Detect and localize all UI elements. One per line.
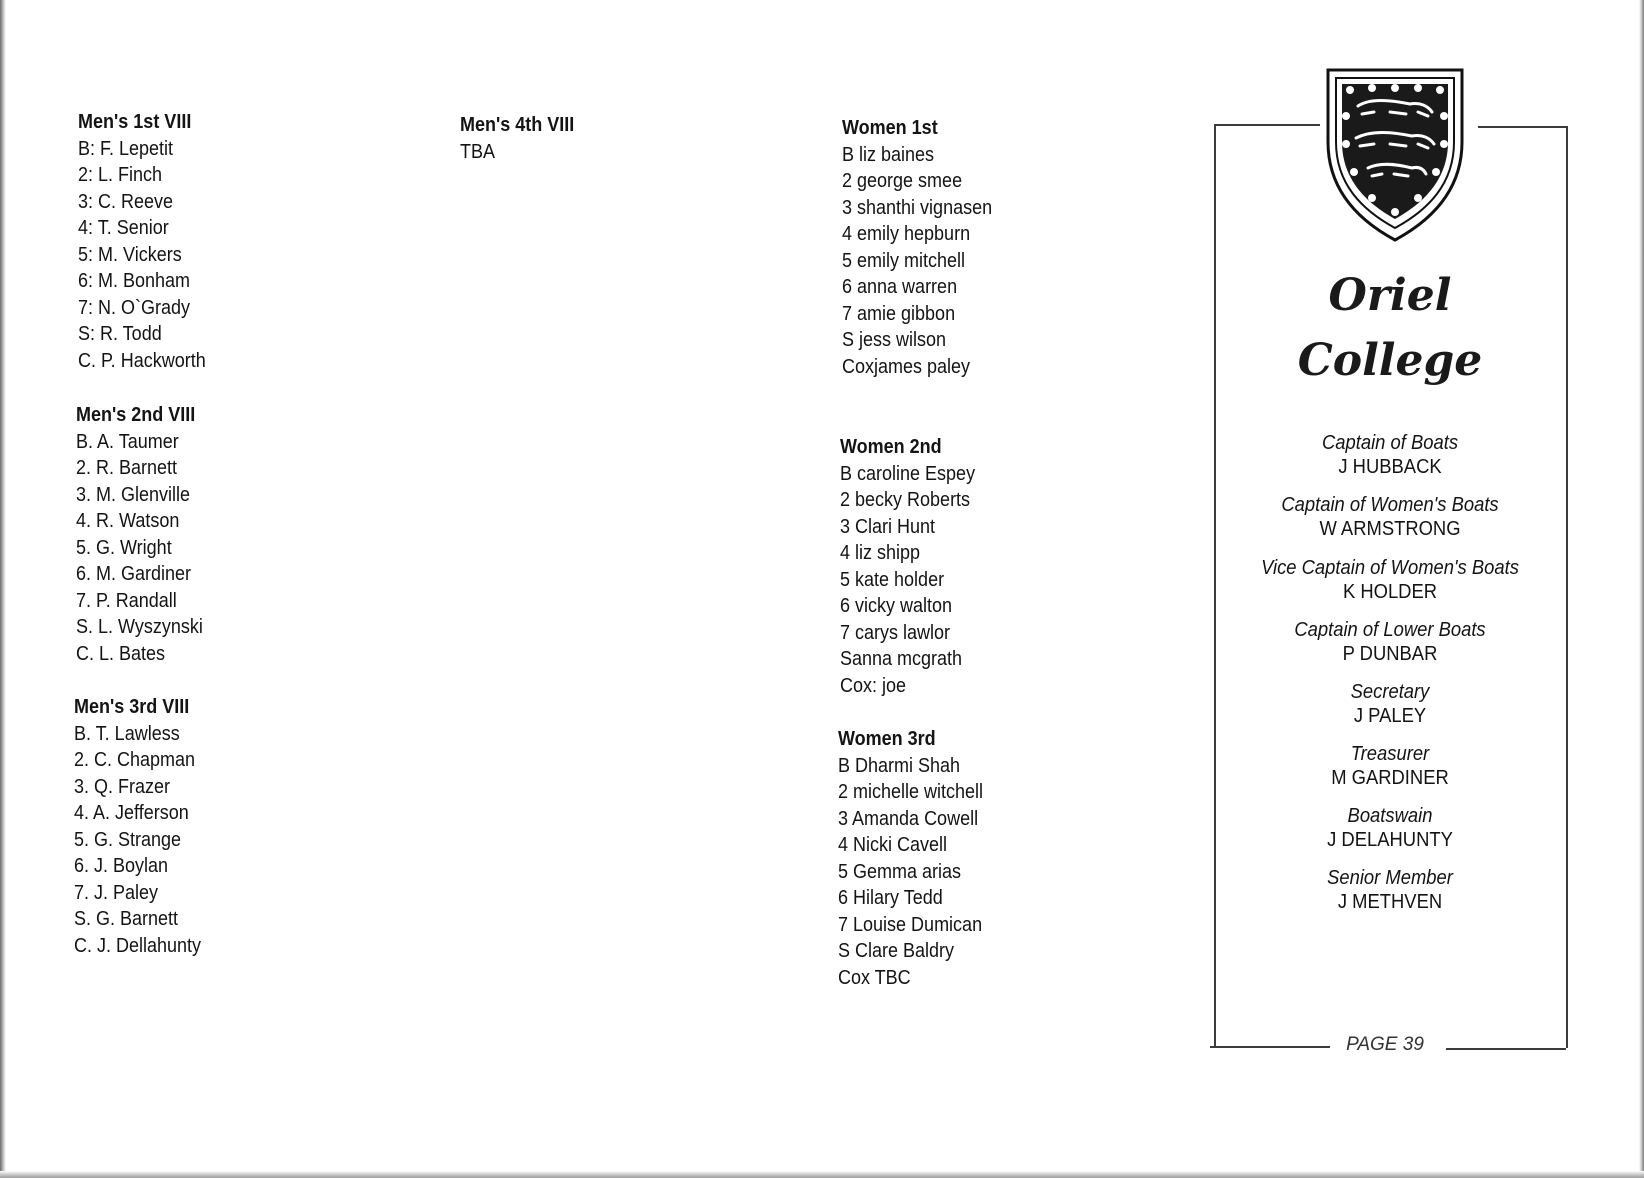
- frame-bottom-left: [1210, 1046, 1332, 1048]
- crew-member: 7. J. Paley: [74, 881, 159, 904]
- crew-member: 5. G. Wright: [76, 536, 172, 559]
- crew-member: 2 michelle witchell: [838, 781, 984, 803]
- crew-member: 2: L. Finch: [78, 164, 163, 186]
- crew-member: C. P. Hackworth: [78, 349, 206, 372]
- officer-role: Captain of Boats: [1321, 432, 1459, 454]
- crew-member: Cox: joe: [840, 674, 907, 697]
- crew-member: 7: N. O`Grady: [78, 296, 191, 319]
- crew-member: B. A. Taumer: [76, 430, 179, 453]
- officer-name: K HOLDER: [1342, 581, 1438, 603]
- crew-member: 7. P. Randall: [76, 589, 177, 612]
- crew-member: 2. R. Barnett: [76, 457, 178, 479]
- crew-member: 3 shanthi vignasen: [842, 196, 993, 219]
- crew-member: TBA: [460, 140, 496, 163]
- crew-mens-4th-viii: [460, 112, 574, 165]
- college-name-line-2: College: [1297, 335, 1483, 386]
- crew-title: Women 2nd: [840, 436, 942, 458]
- officer-name: M GARDINER: [1331, 767, 1449, 789]
- officer-role: Captain of Women's Boats: [1281, 494, 1499, 516]
- crew-member: S. L. Wyszynski: [76, 616, 203, 638]
- crew-member: Coxjames paley: [842, 355, 971, 378]
- crew-title: Women 1st: [842, 117, 938, 139]
- crew-member: 4: T. Senior: [78, 217, 169, 239]
- crew-list: [78, 136, 206, 375]
- crew-member: 7 Louise Dumican: [838, 913, 983, 936]
- officer-captain-of-lower-boats: [1210, 618, 1570, 666]
- crew-member: B liz baines: [842, 143, 935, 166]
- crew-member: B: F. Lepetit: [78, 137, 174, 160]
- crew-member: 6 vicky walton: [840, 595, 953, 617]
- crew-member: 3 Amanda Cowell: [838, 807, 979, 830]
- crew-member: B Dharmi Shah: [838, 754, 961, 777]
- crew-member: 4 liz shipp: [840, 542, 921, 564]
- officer-role: Secretary: [1350, 681, 1430, 703]
- officer-name: J DELAHUNTY: [1327, 829, 1453, 851]
- officer-role: Captain of Lower Boats: [1294, 619, 1486, 641]
- crew-member: 6. J. Boylan: [74, 855, 169, 877]
- crew-member: S. G. Barnett: [74, 908, 179, 930]
- crew-women-2nd: [840, 434, 975, 699]
- crew-list: [460, 139, 574, 166]
- officer-name: W ARMSTRONG: [1319, 518, 1461, 540]
- crew-member: 5 emily mitchell: [842, 249, 966, 272]
- crew-list: [842, 142, 992, 381]
- crew-member: S jess wilson: [842, 329, 947, 351]
- crew-member: C. L. Bates: [76, 642, 166, 665]
- crew-member: B caroline Espey: [840, 462, 976, 485]
- officer-role: Vice Captain of Women's Boats: [1261, 557, 1519, 579]
- crew-list: [76, 429, 203, 668]
- officer-name: J PALEY: [1353, 705, 1427, 727]
- crew-title: Men's 4th VIII: [460, 114, 575, 136]
- crew-member: C. J. Dellahunty: [74, 934, 202, 957]
- page-edge-shadow-bottom: [0, 1171, 1644, 1178]
- crew-mens-1st-viii: [78, 109, 206, 374]
- crew-member: 3 Clari Hunt: [840, 515, 936, 538]
- crew-member: 4 Nicki Cavell: [838, 834, 948, 856]
- crew-mens-3rd-viii: [74, 694, 201, 959]
- officer-role: Senior Member: [1327, 867, 1453, 889]
- officer-name: J METHVEN: [1337, 891, 1443, 913]
- page-edge-shadow-left: [0, 0, 6, 1178]
- crew-women-1st: [842, 115, 992, 380]
- crew-title: Men's 3rd VIII: [74, 696, 190, 718]
- crew-member: 3: C. Reeve: [78, 190, 174, 213]
- crew-member: S: R. Todd: [78, 323, 162, 345]
- frame-bottom-right: [1446, 1048, 1566, 1050]
- crew-member: B. T. Lawless: [74, 722, 180, 745]
- crew-member: 4. A. Jefferson: [74, 802, 189, 824]
- crew-member: 6 Hilary Tedd: [838, 887, 943, 909]
- crew-member: Cox TBC: [838, 966, 911, 989]
- officer-treasurer: [1210, 742, 1570, 790]
- crew-member: 2 becky Roberts: [840, 489, 971, 511]
- crew-women-3rd: [838, 726, 983, 991]
- crew-mens-2nd-viii: [76, 402, 203, 667]
- officer-captain-of-boats: [1210, 431, 1570, 479]
- frame-top-right: [1478, 126, 1566, 128]
- crew-member: 6: M. Bonham: [78, 270, 191, 292]
- officer-vice-captain-of-womens-boats: [1210, 556, 1570, 604]
- crew-member: 5: M. Vickers: [78, 243, 182, 266]
- crew-member: 4. R. Watson: [76, 510, 180, 532]
- college-officers-panel: [1210, 124, 1570, 1048]
- crew-title: Men's 1st VIII: [78, 111, 192, 133]
- crew-member: 7 amie gibbon: [842, 302, 956, 325]
- crew-list: [838, 753, 983, 992]
- officer-captain-of-womens-boats: [1210, 493, 1570, 541]
- crew-member: 2 george smee: [842, 170, 963, 192]
- officer-role: Boatswain: [1347, 805, 1433, 827]
- crew-list: [74, 721, 201, 960]
- officer-secretary: [1210, 680, 1570, 728]
- crew-member: 4 emily hepburn: [842, 223, 971, 245]
- crew-list: [840, 461, 975, 700]
- page-edge-shadow-right: [1639, 0, 1644, 1178]
- crew-member: 5 kate holder: [840, 568, 945, 591]
- officer-boatswain: [1210, 804, 1570, 852]
- crew-member: 5. G. Strange: [74, 828, 182, 851]
- crew-member: 6. M. Gardiner: [76, 563, 192, 585]
- crew-member: 2. C. Chapman: [74, 749, 196, 771]
- page-number: PAGE 39: [1330, 1034, 1440, 1056]
- crew-member: 3. Q. Frazer: [74, 775, 171, 798]
- crew-member: S Clare Baldry: [838, 940, 955, 962]
- college-name-line-1: Oriel: [1328, 270, 1452, 321]
- crew-member: 6 anna warren: [842, 276, 958, 298]
- officer-name: P DUNBAR: [1342, 643, 1438, 665]
- crew-title: Women 3rd: [838, 728, 936, 750]
- crew-member: 7 carys lawlor: [840, 621, 951, 644]
- crew-member: Sanna mcgrath: [840, 648, 963, 670]
- officer-role: Treasurer: [1350, 743, 1430, 765]
- crew-member: 3. M. Glenville: [76, 483, 191, 506]
- officer-name: J HUBBACK: [1338, 456, 1442, 478]
- officer-senior-member: [1210, 866, 1570, 914]
- frame-top-left: [1214, 124, 1320, 126]
- shield-crest-icon: [1320, 66, 1470, 246]
- crew-member: 5 Gemma arias: [838, 860, 962, 883]
- crew-title: Men's 2nd VIII: [76, 404, 196, 426]
